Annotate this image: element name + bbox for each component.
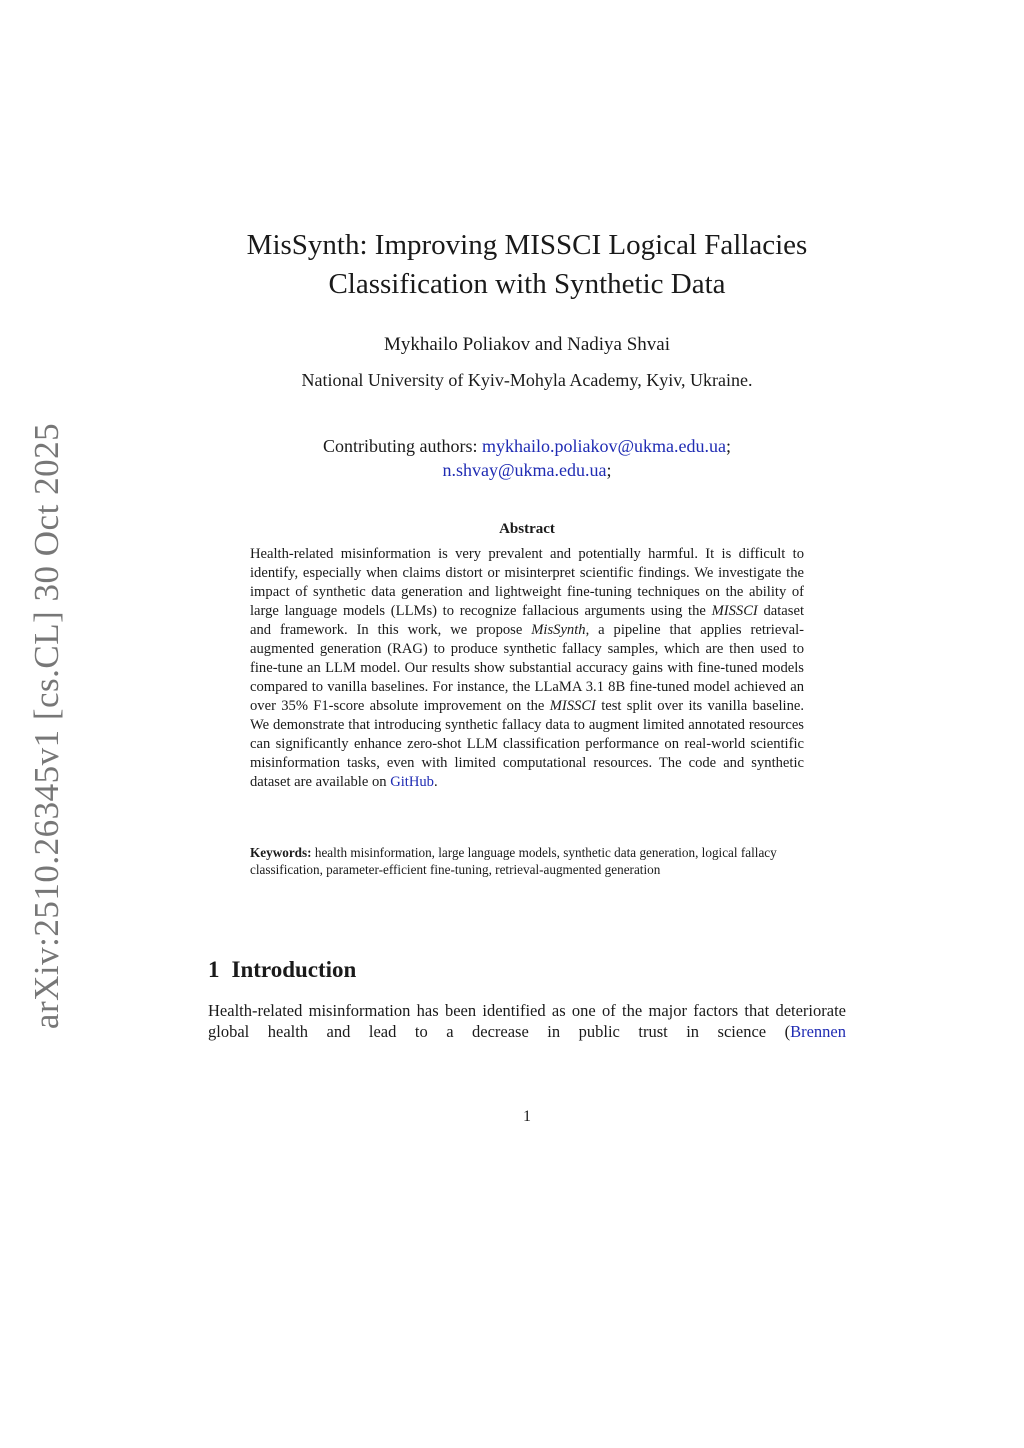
- abstract-part-3: , a pipeline that applies retrieval-augmented generation (RAG) to produce synthetic fallacy samples, which are then used to fine-tune an LLM model. Our results show substantial accuracy gains with fine-tuned models compared to vanilla baselines. For instance, the LLaMA 3.1 8B fine-tuned model achieved an over 35% F1-score absolute improvement on the: [250, 622, 804, 714]
- abstract-text: [250, 545, 804, 792]
- introduction-text: [208, 1000, 846, 1042]
- contrib-separator: ;: [726, 436, 732, 456]
- contrib-separator: ;: [606, 460, 612, 480]
- dataset-name-missci: MISSCI: [711, 603, 758, 619]
- abstract-part-1: Health-related misinformation is very prevalent and potentially harmful. It is difficult to identify, especially when claims distort or misinterpret scientific findings. We investigate the impact of synthetic data generation and lightweight fine-tuning techniques on the ability of large language models (LLMs) to recognize fallacious arguments using the: [250, 546, 804, 619]
- github-link[interactable]: GitHub: [390, 774, 434, 790]
- contrib-line-2: [200, 458, 854, 482]
- author-names: Mykhailo Poliakov and Nadiya Shvai: [383, 334, 671, 355]
- section-number: 1: [208, 957, 220, 982]
- abstract-part-5: .: [433, 774, 438, 790]
- section-title: Introduction: [231, 957, 357, 982]
- title-line-1: MisSynth: Improving MISSCI Logical Fallacies: [246, 229, 808, 261]
- keywords-list: health misinformation, large language models, synthetic data generation, logical fallacy classification, parameter-efficient fine-tuning, retrieval-augmented generation: [250, 845, 777, 877]
- page-number: 1: [523, 1108, 531, 1125]
- contrib-line-1: [200, 434, 854, 458]
- title-line-2: Classification with Synthetic Data: [328, 268, 726, 300]
- contributing-authors: [200, 434, 854, 482]
- pipeline-name-missynth: MisSynth: [531, 622, 586, 638]
- abstract-part-4: test split over its vanilla baseline. We demonstrate that introducing synthetic fallacy data to augment limited annotated resources can significantly enhance zero-shot LLM classification performance on real-world scientific misinformation tasks, even with limited computational resources. The code and synthetic dataset are available on: [250, 698, 805, 790]
- abstract-heading: Abstract: [499, 521, 555, 537]
- email-link-poliakov[interactable]: mykhailo.poliakov@ukma.edu.ua: [481, 436, 726, 456]
- arxiv-identifier-stamp: arXiv:2510.26345v1 [cs.CL] 30 Oct 2025: [27, 422, 66, 1030]
- email-link-shvai[interactable]: n.shvay@ukma.edu.ua: [442, 460, 607, 480]
- keywords: [250, 845, 804, 878]
- dataset-name-missci: MISSCI: [549, 698, 596, 714]
- section-heading-introduction: [208, 957, 356, 983]
- author-affiliation: National University of Kyiv-Mohyla Academy, Kyiv, Ukraine.: [301, 370, 753, 390]
- contrib-label: Contributing authors:: [322, 436, 482, 456]
- abstract-part-2: dataset and framework. In this work, we propose: [250, 603, 804, 638]
- intro-paragraph: Health-related misinformation has been identified as one of the major factors that deteriorate global health and lead to a decrease in public trust in science (: [208, 1001, 846, 1041]
- citation-link-brennen[interactable]: Brennen: [790, 1022, 846, 1041]
- keywords-label: Keywords:: [250, 845, 312, 860]
- paper-title: [200, 226, 854, 304]
